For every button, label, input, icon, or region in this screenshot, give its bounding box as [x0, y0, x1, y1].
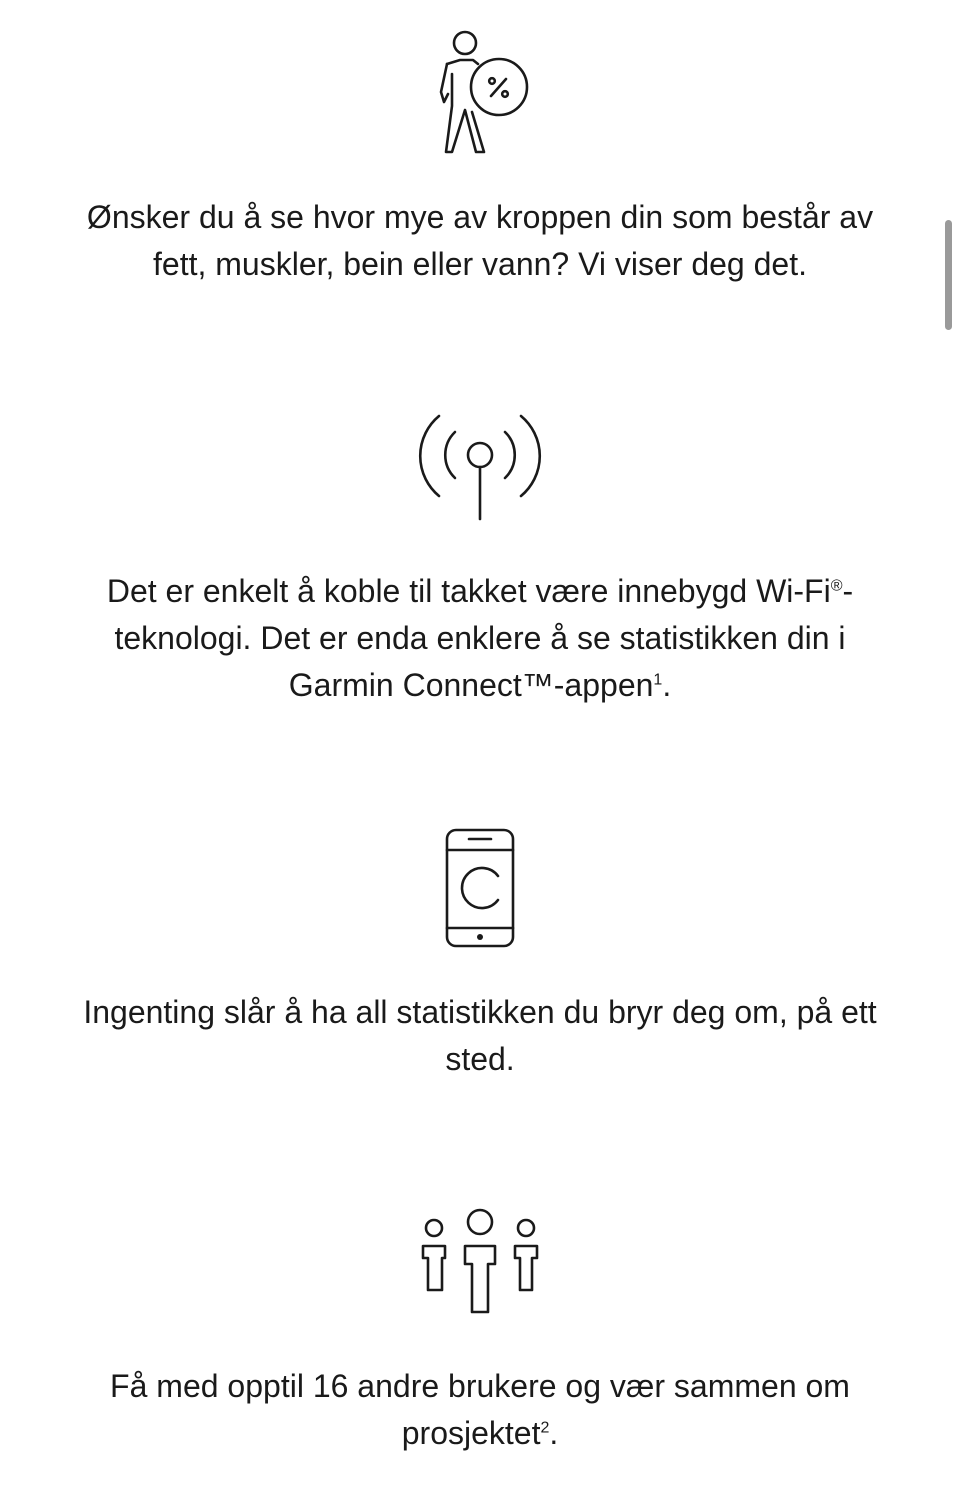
feature-description: Ønsker du å se hvor mye av kroppen din som består av fett, muskler, bein eller vann? Vi viser deg det. — [86, 199, 874, 282]
feature-description — [70, 568, 890, 709]
text-line: teknologi. Det er enda enklere å se statistikken din i — [114, 620, 846, 656]
footnote-marker[interactable]: 2 — [540, 1419, 550, 1437]
smartphone-connect-icon — [445, 828, 515, 948]
body-composition-icon — [430, 30, 530, 156]
text-line: Det er enkelt å koble til takket være innebygd Wi-Fi — [106, 573, 831, 609]
feature-description — [70, 1363, 890, 1457]
text-line: Garmin Connect™-appen — [288, 667, 654, 703]
multiple-users-icon — [415, 1208, 545, 1316]
text-end: . — [549, 1415, 559, 1451]
footnote-marker[interactable]: 1 — [653, 671, 663, 689]
scrollbar[interactable] — [945, 220, 952, 330]
feature-description: Ingenting slår å ha all statistikken du bryr deg om, på ett sted. — [83, 994, 877, 1077]
wifi-signal-icon — [415, 410, 545, 522]
text-line: Få med opptil 16 andre brukere og vær sammen om prosjektet — [110, 1368, 850, 1451]
text-line: - — [842, 573, 854, 609]
registered-mark: ® — [830, 577, 843, 595]
text-end: . — [662, 667, 672, 703]
